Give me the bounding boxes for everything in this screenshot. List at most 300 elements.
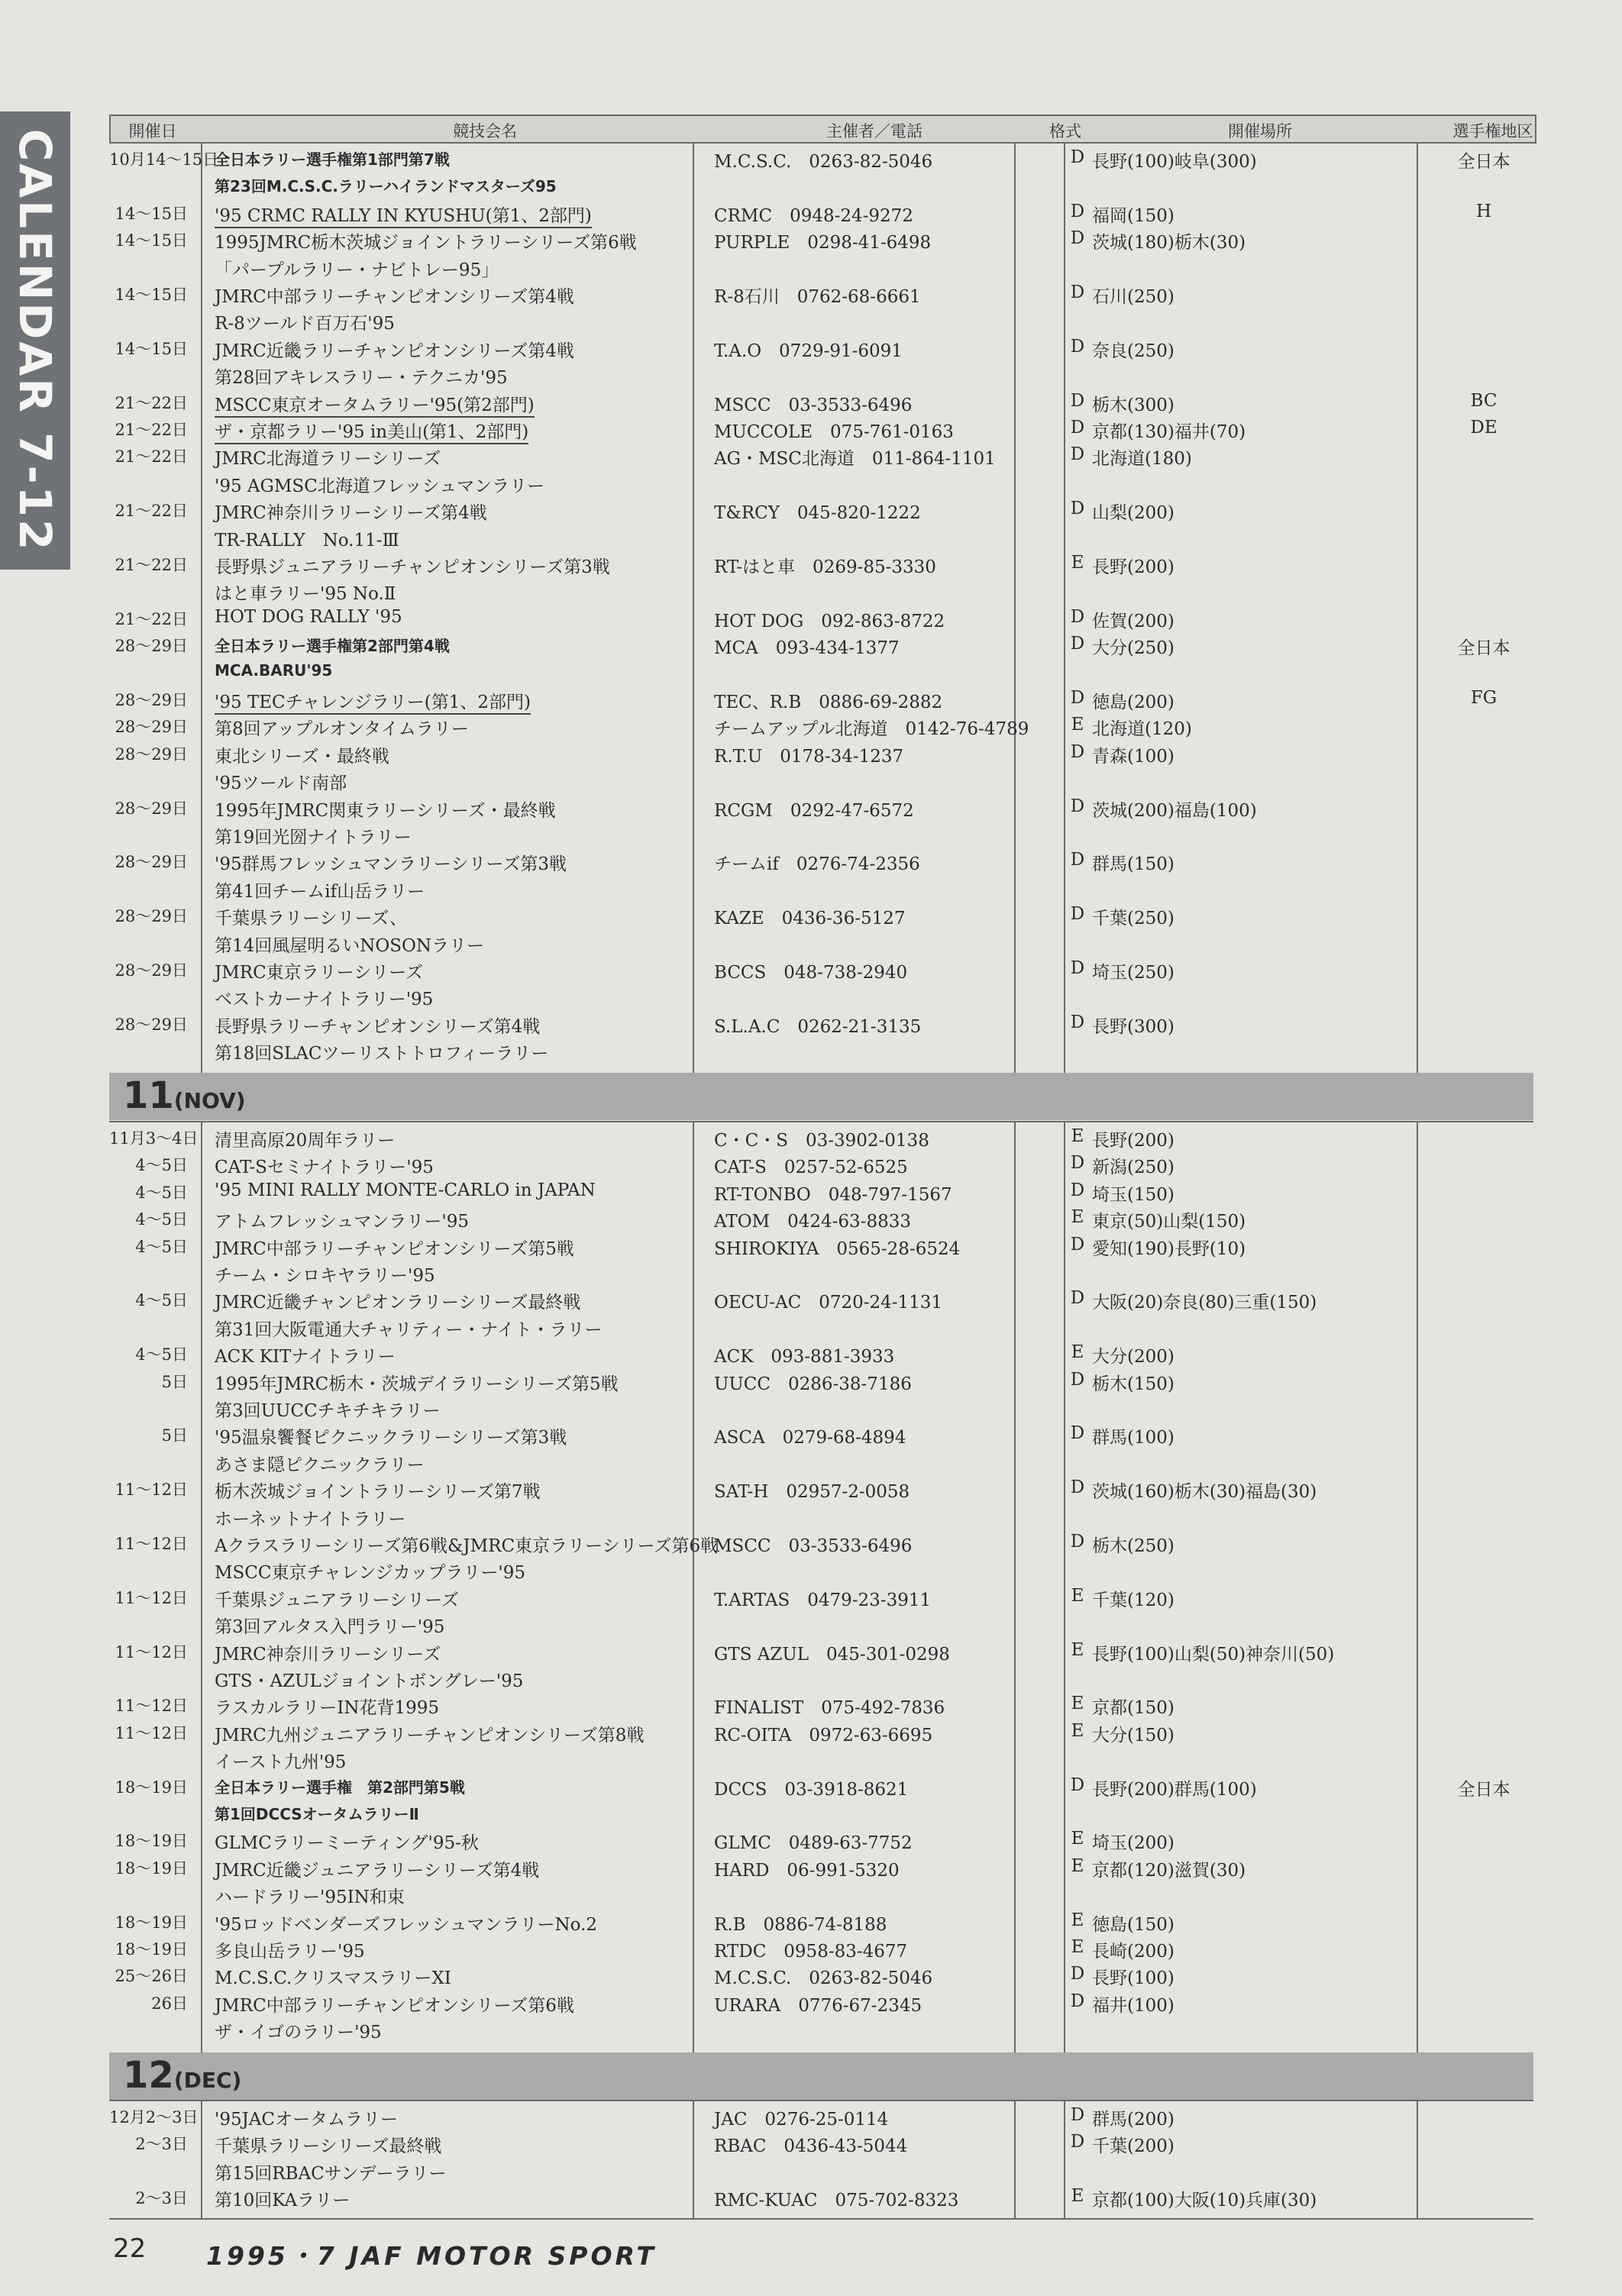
event-name: 第15回RBACサンデーラリー	[215, 2163, 447, 2184]
event-name: 第3回UUCCチキチキラリー	[215, 1401, 441, 1421]
table-row	[109, 551, 1533, 577]
table-row	[109, 1638, 1533, 1665]
event-date: 26日	[151, 1994, 188, 2013]
event-name: チーム・シロキヤラリー'95	[215, 1266, 435, 1286]
championship-region: 全日本	[1457, 638, 1511, 659]
table-row	[109, 821, 1533, 848]
table-row	[109, 1286, 1533, 1313]
table-row	[109, 605, 1533, 631]
event-name: 第8回アップルオンタイムラリー	[215, 719, 469, 740]
event-date: 11～12日	[115, 1535, 188, 1553]
event-name: MSCC東京チャレンジカップラリー'95	[215, 1563, 526, 1584]
event-date: 14～15日	[115, 231, 188, 250]
event-date: 2～3日	[135, 2189, 188, 2208]
championship-region: BC	[1470, 390, 1498, 411]
event-format: D	[1070, 444, 1085, 465]
organizer-phone: KAZE 0436-36-5127	[714, 909, 906, 929]
event-venue: 佐賀(200)	[1092, 611, 1174, 631]
event-name: JMRC東京ラリーシリーズ	[215, 963, 424, 983]
table-row	[109, 1259, 1533, 1286]
table-row	[109, 2157, 1533, 2184]
event-name: 第3回アルタス入門ラリー'95	[215, 1617, 445, 1638]
calendar-table	[109, 115, 1541, 2218]
event-date: 4～5日	[135, 1156, 188, 1175]
table-row	[109, 253, 1533, 280]
table-row	[109, 145, 1533, 172]
event-format: D	[1070, 418, 1085, 438]
event-venue: 東京(50)山梨(150)	[1092, 1212, 1246, 1232]
event-name: 第41回チームif山岳ラリー	[215, 881, 425, 902]
organizer-phone: R.T.U 0178-34-1237	[714, 746, 904, 767]
event-format: D	[1070, 958, 1085, 978]
event-date: 5日	[161, 1372, 188, 1391]
event-format: D	[1070, 1991, 1085, 2011]
event-name: ラスカルラリーIN花背1995	[215, 1698, 440, 1719]
event-venue: 徳島(200)	[1092, 693, 1174, 712]
table-row	[109, 470, 1533, 496]
month-label	[123, 1074, 246, 1117]
event-venue: 群馬(150)	[1092, 854, 1174, 875]
event-name: 多良山岳ラリー'95	[215, 1942, 365, 1962]
event-format: D	[1070, 796, 1085, 816]
organizer-phone: SAT-H 02957-2-0058	[714, 1482, 910, 1503]
event-name: JMRC中部ラリーチャンピオンシリーズ第4戦	[215, 287, 574, 307]
table-row	[109, 659, 1533, 686]
table-row	[109, 1773, 1533, 1800]
event-format: E	[1071, 1855, 1084, 1876]
event-venue: 福井(100)	[1092, 1995, 1174, 2016]
event-name: 第19回光圀ナイトラリー	[215, 828, 412, 848]
event-name: 「パープルラリー・ナビトレー95」	[215, 260, 499, 280]
organizer-phone: RC-OITA 0972-63-6695	[714, 1725, 933, 1745]
event-name: '95群馬フレッシュマンラリーシリーズ第3戦	[215, 854, 567, 875]
organizer-phone: PURPLE 0298-41-6498	[714, 233, 932, 253]
table-row	[109, 1665, 1533, 1691]
event-venue: 大分(250)	[1092, 638, 1174, 659]
organizer-phone: RBAC 0436-43-5044	[714, 2136, 908, 2157]
event-venue: 長野(300)	[1092, 1016, 1174, 1037]
event-date: 28～29日	[115, 718, 188, 737]
event-name: ACK KITナイトラリー	[215, 1347, 396, 1368]
table-row	[109, 712, 1533, 739]
table-row	[109, 1475, 1533, 1502]
event-venue: 埼玉(150)	[1092, 1184, 1174, 1205]
table-row	[109, 1368, 1533, 1394]
event-name: JMRC近畿ジュニアラリーシリーズ第4戦	[215, 1860, 540, 1881]
event-venue: 群馬(200)	[1092, 2110, 1174, 2130]
organizer-phone: FINALIST 075-492-7836	[714, 1698, 945, 1719]
event-name: 千葉県ラリーシリーズ最終戦	[215, 2136, 442, 2157]
event-format: E	[1071, 1126, 1084, 1146]
month-banner-dec_label	[109, 2052, 1533, 2100]
organizer-phone: C・C・S 03-3902-0138	[714, 1131, 929, 1151]
event-name: あさま隠ピクニックラリー	[215, 1455, 425, 1475]
event-name	[215, 688, 531, 713]
table-row	[109, 1881, 1533, 1907]
event-date: 18～19日	[115, 1940, 188, 1959]
event-name: 長野県ラリーチャンピオンシリーズ第4戦	[215, 1016, 541, 1037]
event-name: M.C.S.C.クリスマスラリーXI	[215, 1968, 451, 1989]
event-venue: 栃木(250)	[1092, 1536, 1174, 1556]
table-row	[109, 1584, 1533, 1610]
event-date: 11～12日	[115, 1642, 188, 1661]
event-date: 11～12日	[115, 1697, 188, 1716]
table-row	[109, 2016, 1533, 2043]
event-venue: 京都(130)福井(70)	[1092, 422, 1246, 442]
table-row	[109, 307, 1533, 334]
organizer-phone: BCCS 048-738-2940	[714, 963, 908, 983]
table-row	[109, 1151, 1533, 1177]
event-venue: 栃木(150)	[1092, 1374, 1174, 1394]
event-venue: 埼玉(250)	[1092, 963, 1174, 983]
event-venue: 長野(100)岐阜(300)	[1092, 152, 1257, 172]
event-format: D	[1070, 904, 1085, 925]
event-format: E	[1071, 1829, 1084, 1849]
organizer-phone: GLMC 0489-63-7752	[714, 1833, 913, 1854]
event-format: D	[1070, 2105, 1085, 2125]
event-format: D	[1070, 2132, 1085, 2152]
section-rule	[109, 1121, 1533, 1122]
table-row	[109, 415, 1533, 442]
table-row	[109, 1313, 1533, 1340]
event-venue: 埼玉(200)	[1092, 1833, 1174, 1854]
event-format: E	[1071, 1639, 1084, 1660]
month-banner-nov_label	[109, 1073, 1533, 1120]
organizer-phone: M.C.S.C. 0263-82-5046	[714, 152, 933, 172]
organizer-phone: HOT DOG 092-863-8722	[714, 611, 945, 631]
table-row	[109, 740, 1533, 767]
table-row	[109, 226, 1533, 253]
event-name: ザ・イゴのラリー'95	[215, 2023, 382, 2043]
table-row	[109, 875, 1533, 902]
table-row	[109, 577, 1533, 604]
organizer-phone: R.B 0886-74-8188	[714, 1914, 887, 1935]
event-format: E	[1071, 1910, 1084, 1930]
table-row	[109, 1205, 1533, 1232]
event-date: 2～3日	[135, 2135, 188, 2154]
event-venue: 大阪(20)奈良(80)三重(150)	[1092, 1293, 1317, 1313]
organizer-phone: RMC-KUAC 075-702-8323	[714, 2191, 959, 2211]
event-date: 21～22日	[115, 393, 188, 412]
organizer-phone: ATOM 0424-63-8833	[714, 1212, 911, 1232]
event-format: D	[1070, 1477, 1085, 1498]
table-row	[109, 929, 1533, 956]
event-venue: 奈良(250)	[1092, 341, 1174, 361]
event-format: E	[1071, 2186, 1084, 2207]
event-name-text: ザ・京都ラリー'95 in美山(第1、2部門)	[215, 422, 528, 444]
section-rule	[109, 2218, 1533, 2220]
organizer-phone: CAT-S 0257-52-6525	[714, 1158, 908, 1178]
event-venue: 長野(200)	[1092, 557, 1174, 577]
event-name: 千葉県ジュニアラリーシリーズ	[215, 1590, 459, 1610]
event-name: TR-RALLY No.11-Ⅲ	[215, 530, 399, 551]
event-date: 11～12日	[115, 1723, 188, 1742]
table-row	[109, 1719, 1533, 1745]
organizer-phone: M.C.S.C. 0263-82-5046	[714, 1968, 933, 1989]
event-format: E	[1071, 1694, 1084, 1714]
event-date: 14～15日	[115, 339, 188, 358]
event-venue: 京都(150)	[1092, 1698, 1174, 1719]
organizer-phone: DCCS 03-3918-8621	[714, 1779, 909, 1800]
table-row	[109, 1935, 1533, 1962]
page-number: 22	[113, 2233, 147, 2264]
event-date: 21～22日	[115, 556, 188, 574]
table-row	[109, 1908, 1533, 1935]
event-date: 4～5日	[135, 1291, 188, 1310]
event-name: イースト九州'95	[215, 1752, 347, 1773]
table-row	[109, 794, 1533, 821]
event-name: R-8ツールド百万石'95	[215, 314, 395, 334]
event-venue: 茨城(200)福島(100)	[1092, 800, 1257, 821]
event-date: 21～22日	[115, 447, 188, 467]
event-name: 長野県ジュニアラリーチャンピオンシリーズ第3戦	[215, 557, 610, 577]
event-format: D	[1070, 741, 1085, 762]
event-name: JMRC近畿ラリーチャンピオンシリーズ第4戦	[215, 341, 574, 361]
event-date: 28～29日	[115, 691, 188, 709]
event-format: E	[1071, 1585, 1084, 1606]
month-abbrev: (DEC)	[173, 2068, 242, 2093]
table-row	[109, 1800, 1533, 1826]
event-name: '95温泉饗餐ピクニックラリーシリーズ第3戦	[215, 1428, 567, 1448]
section-rule	[109, 2100, 1533, 2101]
table-row	[109, 631, 1533, 658]
table-row	[109, 1178, 1533, 1205]
event-name: 第10回KAラリー	[215, 2191, 351, 2211]
organizer-phone: URARA 0776-67-2345	[714, 1995, 922, 2016]
event-format: E	[1071, 1937, 1084, 1957]
event-name: '95ロッドベンダーズフレッシュマンラリーNo.2	[215, 1914, 597, 1935]
organizer-phone: RT-はと車 0269-85-3330	[714, 557, 936, 577]
event-venue: 長野(100)山梨(50)神奈川(50)	[1092, 1644, 1335, 1665]
event-venue: 愛知(190)長野(10)	[1092, 1238, 1246, 1259]
event-name: はと車ラリー'95 No.Ⅱ	[215, 584, 396, 605]
event-name: CAT-Sセミナイトラリー'95	[215, 1158, 434, 1178]
event-format: D	[1070, 283, 1085, 302]
event-name: '95 AGMSC北海道フレッシュマンラリー	[215, 476, 545, 496]
table-row	[109, 1556, 1533, 1583]
event-name: JMRC中部ラリーチャンピオンシリーズ第6戦	[215, 1995, 574, 2016]
table-row	[109, 2184, 1533, 2210]
header-venue: 開催場所	[1228, 122, 1292, 140]
event-name-text: MSCC東京オータムラリー'95(第2部門)	[215, 396, 535, 418]
event-venue: 福岡(150)	[1092, 205, 1174, 226]
table-row	[109, 1010, 1533, 1037]
championship-region: 全日本	[1457, 1779, 1511, 1800]
table-row	[109, 1421, 1533, 1448]
organizer-phone: T&RCY 045-820-1222	[714, 503, 921, 524]
organizer-phone: GTS AZUL 045-301-0298	[714, 1644, 950, 1665]
event-format: E	[1071, 553, 1084, 573]
event-format: E	[1071, 1720, 1084, 1741]
event-date: 28～29日	[115, 1015, 188, 1034]
month-label	[123, 2054, 241, 2097]
event-format: D	[1070, 1774, 1085, 1795]
event-name: 栃木茨城ジョイントラリーシリーズ第7戦	[215, 1482, 541, 1503]
table-row	[109, 1124, 1533, 1151]
organizer-phone: MCA 093-434-1377	[714, 638, 900, 659]
event-venue: 千葉(200)	[1092, 2136, 1174, 2157]
event-date: 28～29日	[115, 853, 188, 872]
event-name: ホーネットナイトラリー	[215, 1509, 406, 1529]
championship-region: FG	[1470, 688, 1498, 708]
organizer-phone: ACK 093-881-3933	[714, 1347, 895, 1368]
organizer-phone: T.ARTAS 0479-23-3911	[714, 1590, 932, 1610]
table-row	[109, 1691, 1533, 1718]
table-row	[109, 199, 1533, 226]
event-date: 11～12日	[115, 1588, 188, 1607]
event-format: D	[1070, 228, 1085, 249]
organizer-phone: HARD 06-991-5320	[714, 1860, 900, 1881]
organizer-phone: MUCCOLE 075-761-0163	[714, 422, 954, 442]
table-row	[109, 172, 1533, 199]
event-date: 21～22日	[115, 609, 188, 628]
event-date: 28～29日	[115, 744, 188, 764]
event-format: E	[1071, 1207, 1084, 1228]
table-row	[109, 1745, 1533, 1772]
event-name-text: '95 TECチャレンジラリー(第1、2部門)	[215, 693, 531, 715]
event-name: 東北シリーズ・最終戦	[215, 746, 389, 767]
table-row	[109, 902, 1533, 928]
event-date: 21～22日	[115, 421, 188, 439]
championship-region: 全日本	[1457, 152, 1511, 172]
event-date: 28～29日	[115, 637, 188, 656]
event-name: 第1回DCCSオータムラリーⅡ	[215, 1805, 419, 1823]
event-name: MCA.BARU'95	[215, 660, 333, 680]
table-row	[109, 1962, 1533, 1988]
event-name: 1995JMRC栃木茨城ジョイントラリーシリーズ第6戦	[215, 233, 637, 253]
organizer-phone: UUCC 0286-38-7186	[714, 1374, 912, 1394]
header-org: 主催者／電話	[826, 122, 922, 140]
table-row	[109, 524, 1533, 551]
table-row	[109, 2130, 1533, 2156]
event-name: Aクラスラリーシリーズ第6戦&JMRC東京ラリーシリーズ第6戦	[215, 1536, 719, 1556]
event-name: 第14回風屋明るいNOSONラリー	[215, 935, 484, 956]
organizer-phone: R-8石川 0762-68-6661	[714, 287, 921, 307]
organizer-phone: MSCC 03-3533-6496	[714, 395, 913, 415]
event-format: D	[1070, 1423, 1085, 1444]
event-venue: 青森(100)	[1092, 746, 1174, 767]
event-name: GLMCラリーミーティング'95-秋	[215, 1833, 479, 1854]
table-row	[109, 2103, 1533, 2130]
event-format: D	[1070, 1180, 1085, 1200]
table-row	[109, 280, 1533, 307]
event-name: 1995年JMRC栃木・茨城デイラリーシリーズ第5戦	[215, 1374, 619, 1394]
event-name: 第23回M.C.S.C.ラリーハイランドマスターズ95	[215, 177, 557, 196]
organizer-phone: RTDC 0958-83-4677	[714, 1942, 908, 1962]
table-row	[109, 361, 1533, 388]
event-name: JMRC中部ラリーチャンピオンシリーズ第5戦	[215, 1238, 574, 1259]
event-name-text: '95 CRMC RALLY IN KYUSHU(第1、2部門)	[215, 206, 592, 228]
event-format: D	[1070, 147, 1085, 167]
event-name: JMRC神奈川ラリーシリーズ	[215, 1644, 441, 1665]
event-venue: 長野(200)	[1092, 1131, 1174, 1151]
event-format: D	[1070, 634, 1085, 654]
championship-region: DE	[1470, 418, 1498, 438]
organizer-phone: AG・MSC北海道 011-864-1101	[714, 449, 996, 470]
table-row	[109, 1503, 1533, 1529]
event-name	[215, 391, 535, 416]
event-venue: 茨城(160)栃木(30)福島(30)	[1092, 1482, 1317, 1503]
event-format: D	[1070, 606, 1085, 627]
organizer-phone: ASCA 0279-68-4894	[714, 1428, 906, 1448]
event-name	[215, 202, 592, 227]
table-row	[109, 1610, 1533, 1637]
event-date: 18～19日	[115, 1832, 188, 1851]
event-format: D	[1070, 201, 1085, 221]
page-footer	[113, 2233, 657, 2271]
table-header	[109, 115, 1536, 144]
organizer-phone: チームアップル北海道 0142-76-4789	[714, 719, 1029, 740]
table-row	[109, 1854, 1533, 1881]
event-venue: 北海道(120)	[1092, 719, 1192, 740]
table-row	[109, 848, 1533, 874]
event-name: JMRC北海道ラリーシリーズ	[215, 449, 441, 470]
event-venue: 長野(200)群馬(100)	[1092, 1779, 1257, 1800]
event-date: 5日	[161, 1426, 188, 1445]
event-name: JMRC近畿チャンピオンラリーシリーズ最終戦	[215, 1293, 581, 1313]
event-name: 千葉県ラリーシリーズ、	[215, 909, 408, 929]
event-date: 14～15日	[115, 204, 188, 223]
event-name: 全日本ラリー選手権 第2部門第5戦	[215, 1778, 465, 1797]
header-format: 格式	[1049, 122, 1081, 140]
event-name: JMRC神奈川ラリーシリーズ第4戦	[215, 503, 487, 524]
table-row	[109, 1826, 1533, 1853]
table-row	[109, 1037, 1533, 1064]
event-name: JMRC九州ジュニアラリーチャンピオンシリーズ第8戦	[215, 1725, 645, 1745]
event-date: 12月2～3日	[109, 2108, 199, 2126]
event-format: D	[1070, 1532, 1085, 1552]
event-format: D	[1070, 850, 1085, 870]
event-venue: 千葉(120)	[1092, 1590, 1174, 1610]
championship-region: H	[1475, 201, 1492, 221]
event-date: 10月14～15日	[109, 150, 219, 169]
organizer-phone: RT-TONBO 048-797-1567	[714, 1184, 952, 1205]
event-name: 第31回大阪電通大チャリティー・ナイト・ラリー	[215, 1319, 603, 1340]
event-format: E	[1071, 1342, 1084, 1363]
table-row	[109, 442, 1533, 469]
event-name: HOT DOG RALLY '95	[215, 606, 402, 627]
event-venue: 大分(200)	[1092, 1347, 1174, 1368]
month-number: 12	[123, 2054, 174, 2097]
event-venue: 長野(100)	[1092, 1968, 1174, 1989]
magazine-title: 1995・7 JAF MOTOR SPORT	[206, 2241, 657, 2271]
month-number: 11	[123, 1074, 174, 1117]
event-date: 28～29日	[115, 961, 188, 980]
table-row	[109, 1529, 1533, 1556]
event-format: D	[1070, 336, 1085, 357]
event-format: D	[1070, 1234, 1085, 1255]
table-row	[109, 767, 1533, 793]
event-date: 11月3～4日	[109, 1129, 199, 1148]
table-row	[109, 1340, 1533, 1367]
event-venue: 茨城(180)栃木(30)	[1092, 233, 1246, 253]
event-name: 全日本ラリー選手権第1部門第7戦	[215, 150, 450, 169]
organizer-phone: RCGM 0292-47-6572	[714, 800, 914, 821]
event-format: D	[1070, 499, 1085, 519]
table-row	[109, 1232, 1533, 1259]
event-format: D	[1070, 390, 1085, 411]
table-row	[109, 1394, 1533, 1421]
organizer-phone: S.L.A.C 0262-21-3135	[714, 1016, 922, 1037]
event-name: 全日本ラリー選手権第2部門第4戦	[215, 637, 450, 656]
table-row	[109, 1989, 1533, 2016]
event-date: 28～29日	[115, 799, 188, 818]
event-date: 4～5日	[135, 1183, 188, 1202]
event-date: 4～5日	[135, 1210, 188, 1229]
organizer-phone: T.A.O 0729-91-6091	[714, 341, 903, 361]
event-format: E	[1071, 715, 1084, 735]
event-venue: 北海道(180)	[1092, 449, 1192, 470]
